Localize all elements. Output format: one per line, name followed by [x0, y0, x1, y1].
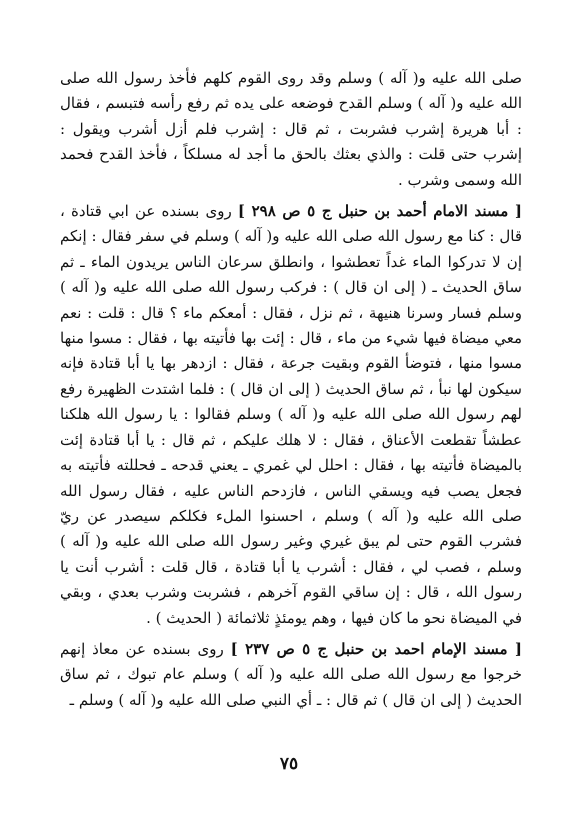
- paragraph-text: صلى الله عليه و( آله ) وسلم وقد روى القوم كلهم فأخذ رسول الله صلى الله عليه و( آله ) وسلم القدح فوضعه على يده ثم رفع رأسه فتبسم ، فقال : أبا هريرة إشرب فشربت ، ثم قال : إشرب فلم أزل أشرب ويقول : إشرب حتى قلت : والذي بعثك بالحق ما أجد له مسلكاً ، فأخذ القدح فحمد الله وسمى وشرب .: [60, 69, 522, 189]
- source-reference: [ مسند الامام أحمد بن حنبل ج ٥ ص ٢٩٨ ]: [237, 202, 522, 221]
- paragraph-continuation: [60, 66, 522, 193]
- page-body: [60, 66, 522, 713]
- paragraph-text: روى بسنده عن ابي قتادة ، قال : كنا مع رسول الله صلى الله عليه و( آله ) وسلم في سفر فقال : إنكم إن لا تدركوا الماء غداً تعطشوا ، وانطلق سرعان الناس يريدون الماء ـ ثم ساق الحديث ـ ( إلى ان قال ) : فركب رسول الله صلى الله عليه و( آله ) وسلم فسار وسرنا هنيهة ، ثم نزل ، فقال : أمعكم ماء ؟ قال : قلت : نعم معي ميضاة فيها شيء من ماء ، قال : إئت بها فأتيته بها ، فقال : مسوا منها مسوا منها ، فتوضأ القوم وبقيت جرعة ، فقال : ازدهر بها يا أبا قتادة فإنه سيكون لها نبأ ، ثم ساق الحديث ( إلى ان قال ) : فلما اشتدت الظهيرة رفع لهم رسول الله صلى الله عليه و( آله ) وسلم فقالوا : يا رسول الله هلكنا عطشاً تقطعت الأعناق ، فقال : لا هلك عليكم ، ثم قال : يا أبا قتادة إئت بالميضاة فأتيته بها ، فقال : احلل لي غمري ـ يعني قدحه ـ فحللته فأتيته به فجعل يصب فيه ويسقي الناس ، فازدحم الناس عليه ، فقال رسول الله صلى الله عليه و( آله ) وسلم ، احسنوا الملء فكلكم سيصدر عن ريّ فشرب القوم حتى لم يبق غيري وغير رسول الله صلى الله عليه و( آله ) وسلم ، فصب لي ، فقال : أشرب يا أبا قتادة ، قال قلت : أشرب أنت يا رسول الله ، قال : إن ساقي القوم آخرهم ، فشربت وشرب بعدي ، وبقي في الميضاة نحو ما كان فيها ، وهم يومئذٍ ثلاثمائة ( الحديث ) .: [60, 202, 522, 627]
- paragraph-musnad-abi-qatada: [60, 199, 522, 631]
- page-number: ٧٥: [279, 754, 299, 774]
- paragraph-musnad-muadh: [60, 637, 522, 713]
- source-reference: [ مسند الإمام احمد بن حنبل ج ٥ ص ٢٣٧ ]: [230, 639, 523, 658]
- paragraph-text: روى بسنده عن معاذ إنهم خرجوا مع رسول الله صلى الله عليه و( آله ) وسلم عام تبوك ، ثم ساق الحديث ( إلى ان قال ) ثم قال : ـ أي النبي صلى الله عليه و( آله ) وسلم ـ: [60, 639, 522, 709]
